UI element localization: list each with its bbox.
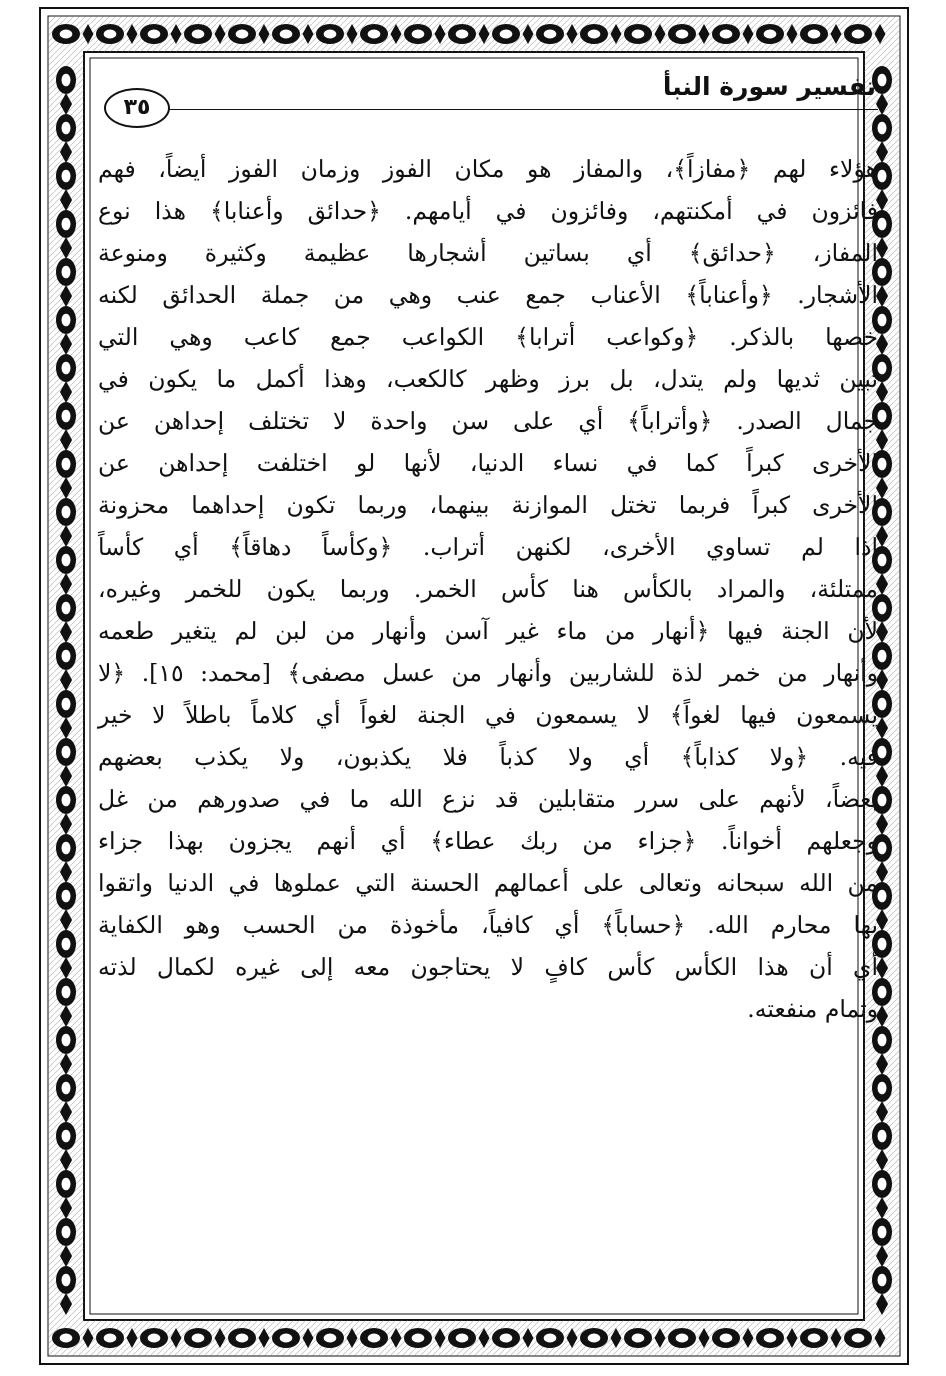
text-line: الأشجار. ﴿وأعناباً﴾ الأعناب جمع عنب وهي من جملة الحدائق لكنه [98,281,878,309]
text-line: فيه. ﴿ولا كذاباً﴾ أي ولا كذباً فلا يكذبون، ولا يكذب بعضهم [98,743,878,771]
text-line: أي أن هذا الكأس كأس كافٍ لا يحتاجون معه إلى غيره لكمال لذته [98,953,878,981]
running-title: تفسير سورة النبأ [662,72,876,101]
text-line: وأنهار من خمر لذة للشاربين وأنهار من عسل مصفى﴾ [محمد: ١٥]. ﴿لا [98,659,879,687]
text-line: وتمام منفعته. [747,995,878,1023]
text-line: الأخرى كبراً كما في نساء الدنيا، لأنها لو اختلفت إحداهن عن [98,449,878,477]
text-line: وجعلهم أخواناً. ﴿جزاء من ربك عطاء﴾ أي أنهم يجزون بهذا جزاء [98,827,878,855]
text-line: خصها بالذكر. ﴿وكواعب أترابا﴾ الكواعب جمع كاعب وهي التي [98,323,878,351]
text-line: إذا لم تساوي الأخرى، لكنهن أتراب. ﴿وكأساً دهاقاً﴾ أي كأساً [98,533,878,561]
text-line: تبين ثديها ولم يتدل، بل برز وظهر كالكعب، وهذا أكمل ما يكون في [98,365,878,393]
page-content [98,60,878,1300]
text-line: بعضاً، لأنهم على سرر متقابلين قد نزع الله ما في صدورهم من غل [98,785,878,813]
text-line: الأخرى كبراً فربما تختل الموازنة بينهما، وربما تكون إحداهما محزونة [98,491,878,519]
page-header [98,60,878,118]
text-line: جمال الصدر. ﴿وأتراباً﴾ أي على سن واحدة لا تختلف إحداهن عن [98,407,878,435]
text-line: المفاز، ﴿حدائق﴾ أي بساتين أشجارها عظيمة وكثيرة ومنوعة [98,239,878,267]
text-line: بها محارم الله. ﴿حساباً﴾ أي كافياً، مأخوذة من الحسب وهو الكفاية [98,911,878,939]
header-rule [158,109,878,110]
text-line: لأن الجنة فيها ﴿أنهار من ماء غير آسن وأنهار من لبن لم يتغير طعمه [98,617,878,645]
text-line: فائزون في أمكنتهم، وفائزون في أيامهم. ﴿حدائق وأعنابا﴾ هذا نوع [98,197,878,225]
text-line: هؤلاء لهم ﴿مفازاً﴾، والمفاز هو مكان الفوز وزمان الفوز أيضاً، فهم [98,155,878,183]
text-line: من الله سبحانه وتعالى على أعمالهم الحسنة التي عملوها في الدنيا واتقوا [98,869,878,897]
text-line: يسمعون فيها لغواً﴾ لا يسمعون في الجنة لغواً أي كلاماً باطلاً لا خير [98,701,878,729]
text-line: ممتلئة، والمراد بالكأس هنا كأس الخمر. وربما يكون للخمر وغيره، [98,575,878,603]
body-text [98,148,878,1030]
page-number: ٣٥ [104,88,170,128]
